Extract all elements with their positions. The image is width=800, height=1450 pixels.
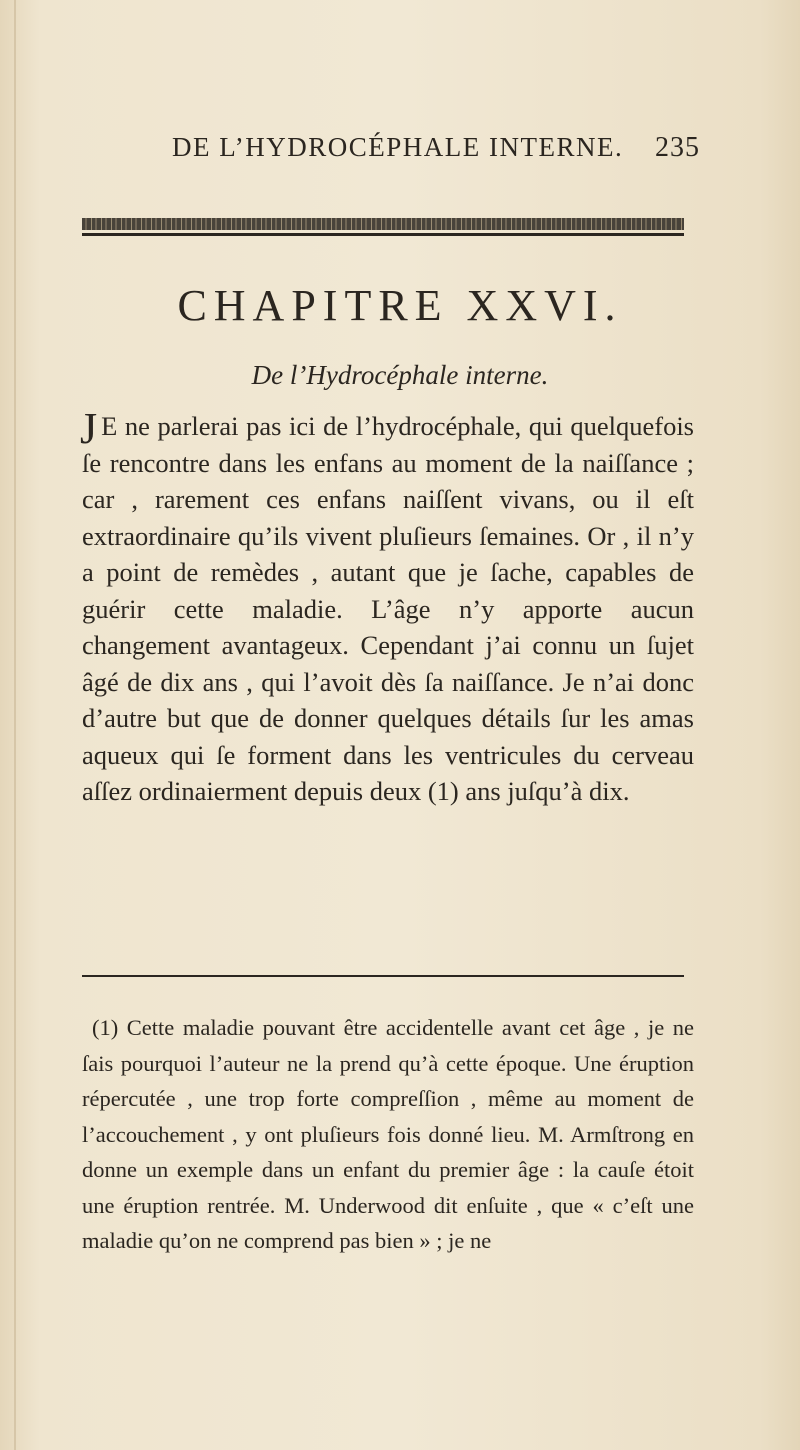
drop-cap: J bbox=[80, 404, 98, 453]
footnote: (1) Cette maladie pouvant être accidentelle avant cet âge , je ne ſais pourquoi l’auteur ne la prend qu’à cette époque. Une éruption répercutée , une trop forte compreſſion , même au moment de l’accouchement , y ont pluſieurs fois donné lieu. M. Armſtrong en donne un exemple dans un enfant du premier âge : la cauſe étoit une éruption rentrée. M. Underwood dit enſuite , que « c’eſt une maladie qu’on ne comprend pas bien » ; je ne bbox=[82, 1015, 694, 1253]
chapter-subtitle: De l’Hydrocéphale interne. bbox=[251, 360, 549, 390]
page-edge-shadow bbox=[14, 0, 16, 1450]
footnote-separator bbox=[82, 975, 684, 977]
ornament-rule bbox=[82, 233, 684, 236]
chapter-title: CHAPITRE XXVI. bbox=[177, 281, 623, 330]
running-header bbox=[80, 132, 700, 172]
running-title: DE L’HYDROCÉPHALE INTERNE. bbox=[172, 132, 624, 162]
body-paragraph-text: E ne parlerai pas ici de l’hydrocéphale, qui quelquefois ſe rencontre dans les enfans au moment de la naiſſance ; car , rarement ces enfans naiſſent vivans, ou il eſt extraordinaire qu’ils vivent pluſieurs ſemaines. Or , il n’y a point de remèdes , autant que je ſache, capables de guérir cette maladie. L’âge n’y apporte aucun changement avantageux. Cependant j’ai connu un ſujet âgé de dix ans , qui l’avoit dès ſa naiſſance. Je n’ai donc d’autre but que de donner quelques détails ſur les amas aqueux qui ſe forment dans les ventricules du cerveau aſſez ordinaierment depuis deux (1) ans juſqu’à dix. bbox=[82, 411, 694, 806]
page-number: 235 bbox=[655, 132, 700, 163]
body-paragraph bbox=[80, 404, 694, 810]
decorative-ornament-band bbox=[82, 218, 684, 230]
